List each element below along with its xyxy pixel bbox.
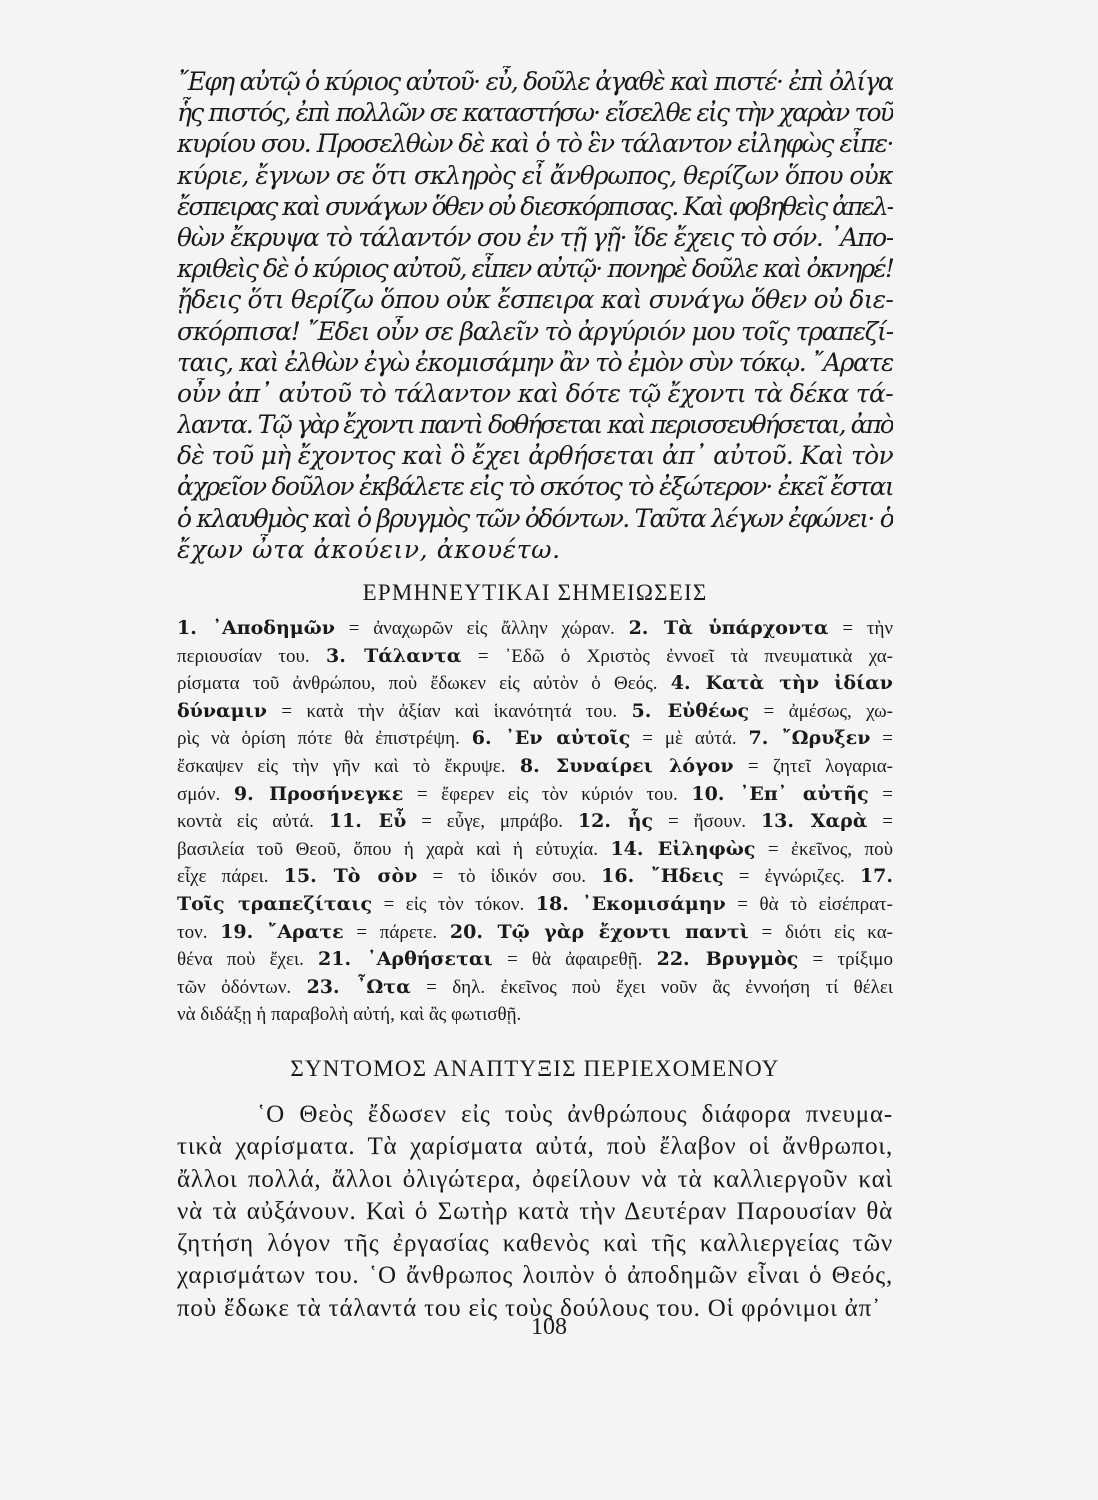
scripture-line: σκόρπισα! ῎Εδει οὖν σε βαλεῖν τὸ ἀργύριόν μου τοῖς τραπεζί- [177, 316, 893, 346]
note-text: κοντὰ εἰς αὐτά. [177, 811, 329, 833]
note-text: = μὲ αὐτά. [630, 728, 749, 750]
note-text: τῶν ὀδόντων. [177, 976, 307, 998]
note-text: = ἀμέσως, χω- [749, 700, 893, 722]
note-term: 8. Συναίρει λόγον [519, 754, 734, 777]
scripture-line: ἔσπειρας καὶ συνάγων ὅθεν οὐ διεσκόρπισας. Καὶ φοβηθεὶς ἀπελ- [177, 191, 893, 221]
note-line [177, 670, 893, 698]
scripture-line: λαντα. Τῷ γὰρ ἔχοντι παντὶ δοθήσεται καὶ περισσευθήσεται, ἀπὸ [177, 410, 893, 440]
content-summary [177, 1099, 893, 1325]
note-text: = δηλ. ἐκεῖνος ποὺ ἔχει νοῦν ἂς ἐννοήση τί θέλει [410, 976, 893, 998]
scripture-line: κριθεὶς δὲ ὁ κύριος αὐτοῦ, εἶπεν αὐτῷ· πονηρὲ δοῦλε καὶ ὀκνηρέ! [177, 254, 893, 284]
note-term: 22. Βρυγμὸς [656, 948, 799, 971]
note-text: = πάρετε. [343, 921, 450, 943]
note-term: 12. ἧς [577, 810, 654, 833]
note-line [177, 1001, 893, 1029]
note-line [177, 753, 893, 781]
scripture-line: ἀχρεῖον δοῦλον ἐκβάλετε εἰς τὸ σκότος τὸ ἐξώτερον· ἐκεῖ ἔσται [177, 472, 893, 502]
note-line [177, 781, 893, 809]
text-column [177, 66, 893, 1325]
note-text: = κατὰ τὴν ἀξίαν καὶ ἱκανότητά του. [266, 700, 632, 722]
scripture-line: δὲ τοῦ μὴ ἔχοντος καὶ ὃ ἔχει ἀρθήσεται ἀπ᾿ αὐτοῦ. Καὶ τὸν [177, 441, 893, 471]
scripture-line: ᾔδεις ὅτι θερίζω ὅπου οὐκ ἔσπειρα καὶ συνάγω ὅθεν οὐ διε- [177, 285, 893, 315]
note-term: 5. Εὐθέως [631, 699, 750, 722]
note-text: ρὶς νὰ ὁρίση πότε θὰ ἐπιστρέψη. [177, 728, 472, 750]
note-text: = τρίξιμο [798, 949, 893, 971]
note-text: = εὖγε, μπράβο. [406, 811, 578, 833]
note-line [177, 615, 893, 643]
note-line [177, 725, 893, 753]
note-text: = θὰ ἀφαιρεθῇ. [492, 949, 657, 971]
note-text: = ᾿Εδῶ ὁ Χριστὸς ἐννοεῖ τὰ πνευματικὰ χα- [461, 645, 893, 667]
scripture-line: ἧς πιστός, ἐπὶ πολλῶν σε καταστήσω· εἴσελθε εἰς τὴν χαρὰν τοῦ [177, 98, 893, 128]
note-line [177, 808, 893, 836]
scripture-line: ὁ κλαυθμὸς καὶ ὁ βρυγμὸς τῶν ὀδόντων. Ταῦτα λέγων ἐφώνει· ὁ [177, 503, 893, 533]
note-text: = ἤσουν. [653, 811, 761, 833]
scripture-line: ταις, καὶ ἐλθὼν ἐγὼ ἐκομισάμην ἂν τὸ ἐμὸν σὺν τόκῳ. ῎Αρατε [177, 347, 893, 377]
note-text: = εἰς τὸν τόκον. [372, 893, 536, 915]
note-text: βασιλεία τοῦ Θεοῦ, ὅπου ἡ χαρὰ καὶ ἡ εὐτυχία. [177, 838, 611, 860]
note-term: 10. ᾿Επ᾿ αὐτῆς [691, 782, 869, 805]
note-line [177, 836, 893, 864]
note-text: εἶχε πάρει. [177, 866, 284, 888]
note-term: 2. Τὰ ὑπάρχοντα [628, 617, 829, 639]
note-term: 11. Εὖ [328, 810, 407, 833]
note-text: = ἐκεῖνος, ποὺ [755, 838, 893, 860]
note-term: 20. Τῷ γὰρ ἔχοντι παντὶ [449, 920, 749, 943]
note-term: 15. Τὸ σὸν [283, 865, 418, 888]
note-term: 19. ῎Αρατε [220, 920, 344, 943]
note-text: ἔσκαψεν εἰς τὴν γῆν καὶ τὸ ἔκρυψε. [177, 755, 520, 777]
note-term: 17. [859, 865, 893, 888]
note-text: = [870, 728, 893, 750]
summary-line: ἄλλοι πολλά, ἄλλοι ὀλιγώτερα, ὀφείλουν νὰ τὰ καλλιεργοῦν καὶ [177, 1165, 893, 1193]
scripture-line: οὖν ἀπ᾿ αὐτοῦ τὸ τάλαντον καὶ δότε τῷ ἔχοντι τὰ δέκα τά- [177, 378, 893, 408]
note-term: 21. ᾿Αρθήσεται [318, 948, 493, 971]
note-line [177, 643, 893, 671]
note-text: σμόν. [177, 783, 234, 805]
summary-line: ῾Ο Θεὸς ἔδωσεν εἰς τοὺς ἀνθρώπους διάφορα πνευμα- [257, 1100, 893, 1128]
scripture-line: θὼν ἔκρυψα τὸ τάλαντόν σου ἐν τῇ γῇ· ἴδε ἔχεις τὸ σόν. ᾿Απο- [177, 222, 893, 252]
note-term: δύναμιν [177, 699, 267, 722]
note-term: 18. ᾿Εκομισάμην [535, 892, 726, 915]
note-text: = τὴν [828, 618, 893, 639]
note-text: νὰ διδάξῃ ἡ παραβολὴ αὐτή, καὶ ἂς φωτισθῇ. [177, 1004, 522, 1026]
summary-line: ποὺ ἔδωκε τὰ τάλαντά του εἰς τοὺς δούλους του. Οἱ φρόνιμοι ἀπ᾿ [177, 1294, 882, 1322]
summary-heading: ΣΥΝΤΟΜΟΣ ΑΝΑΠΤΥΞΙΣ ΠΕΡΙΕΧΟΜΕΝΟΥ [290, 1055, 780, 1081]
note-line [177, 891, 893, 919]
note-term: 23. ῏Ωτα [306, 975, 411, 998]
note-term: 7. ῎Ωρυξεν [748, 727, 871, 750]
notes-heading: ΕΡΜΗΝΕΥΤΙΚΑΙ ΣΗΜΕΙΩΣΕΙΣ [362, 580, 708, 605]
note-text: = θὰ τὸ εἰσέπρατ- [725, 893, 893, 915]
note-text: = ἔφερεν εἰς τὸν κύριόν του. [403, 783, 692, 805]
summary-line: ζητήση λόγον τῆς ἐργασίας καθενὸς καὶ τῆς καλλιεργείας τῶν [177, 1230, 893, 1258]
note-text: = διότι εἰς κα- [748, 921, 893, 943]
summary-line: χαρισμάτων του. ῾Ο ἄνθρωπος λοιπὸν ὁ ἀποδημῶν εἶναι ὁ Θεός, [177, 1262, 893, 1290]
note-term: 13. Χαρὰ [760, 810, 868, 833]
summary-line: τικὰ χαρίσματα. Τὰ χαρίσματα αὐτά, ποὺ ἔλαβον οἱ ἄνθρωποι, [177, 1133, 893, 1161]
note-text: τον. [177, 921, 221, 943]
note-text: θένα ποὺ ἔχει. [177, 949, 319, 971]
note-text: = τὸ ἰδικόν σου. [417, 866, 602, 888]
scripture-line: κυρίου σου. Προσελθὼν δὲ καὶ ὁ τὸ ἓν τάλαντον εἰληφὼς εἶπε· [177, 129, 893, 159]
explanatory-notes [177, 615, 893, 1029]
note-term: Τοῖς τραπεζίταις [177, 892, 373, 915]
note-term: 14. Εἰληφὼς [610, 837, 756, 860]
note-text: περιουσίαν του. [177, 645, 327, 667]
note-term: 6. ᾿Εν αὐτοῖς [471, 727, 631, 750]
note-text: ρίσματα τοῦ ἀνθρώπου, ποὺ ἔδωκεν εἰς αὐτὸν ὁ Θεός. [177, 673, 671, 695]
summary-line: νὰ τὰ αὐξάνουν. Καὶ ὁ Σωτὴρ κατὰ τὴν Δευτέραν Παρουσίαν θὰ [177, 1197, 893, 1225]
note-term: 1. ᾿Αποδημῶν [177, 617, 335, 639]
note-line [177, 698, 893, 726]
scripture-line: ἔχων ὦτα ἀκούειν, ἀκουέτω. [177, 534, 561, 564]
note-line [177, 863, 893, 891]
note-term: 9. Προσήνεγκε [233, 782, 404, 805]
note-term: 4. Κατὰ τὴν ἰδίαν [670, 672, 893, 695]
scripture-passage [177, 66, 893, 565]
note-text: = ἀναχωρῶν εἰς ἄλλην χώραν. [334, 618, 629, 639]
note-line [177, 974, 893, 1002]
note-text: = ἐγνώριζες. [723, 866, 860, 888]
note-term: 3. Τάλαντα [326, 644, 462, 667]
page-number: 108 [531, 1314, 567, 1340]
note-term: 16. ῎Ηδεις [601, 865, 724, 888]
scripture-line: ῎Εφη αὐτῷ ὁ κύριος αὐτοῦ· εὖ, δοῦλε ἀγαθὲ καὶ πιστέ· ἐπὶ ὀλίγα [177, 67, 893, 96]
note-text: = [867, 811, 893, 833]
note-line [177, 919, 893, 947]
scripture-line: κύριε, ἔγνων σε ὅτι σκληρὸς εἶ ἄνθρωπος, θερίζων ὅπου οὐκ [177, 160, 893, 190]
note-line [177, 946, 893, 974]
note-text: = [868, 783, 893, 805]
note-text: = ζητεῖ λογαρια- [733, 755, 893, 777]
